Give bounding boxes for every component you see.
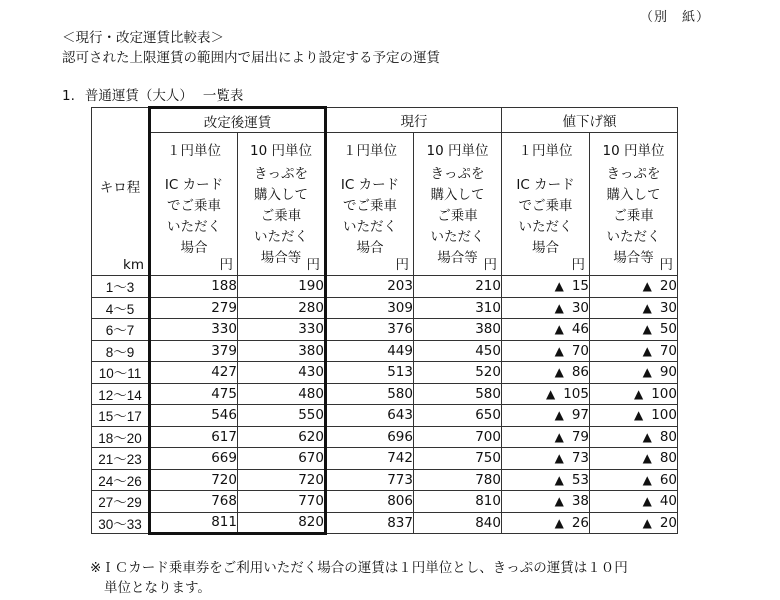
table-row bbox=[92, 469, 678, 491]
fare-cell-cur-ticket: 700 bbox=[414, 426, 502, 448]
decrease-triangle-icon: ▲ bbox=[554, 279, 564, 294]
decrease-value: 46 bbox=[571, 321, 589, 338]
fare-cell-new-ic: 330 bbox=[150, 319, 238, 341]
fare-cell-dec-ticket bbox=[590, 512, 678, 534]
group-header-current: 現行 bbox=[326, 108, 502, 133]
fare-cell-new-ticket: 190 bbox=[238, 276, 326, 298]
km-range-cell: 15～17 bbox=[92, 405, 150, 427]
section-number: 1. bbox=[62, 88, 75, 104]
fare-cell-cur-ticket: 840 bbox=[414, 512, 502, 534]
fare-cell-new-ic: 720 bbox=[150, 469, 238, 491]
km-unit: km bbox=[123, 257, 144, 273]
fare-cell-dec-ticket bbox=[590, 491, 678, 513]
yen-unit: 円 bbox=[219, 257, 233, 273]
decrease-value: 105 bbox=[563, 385, 589, 402]
footnote bbox=[90, 558, 710, 598]
footnote-line-1: ※ＩＣカード乗車券をご利用いただく場合の運賃は１円単位とし、きっぷの運賃は１０円 bbox=[90, 560, 628, 576]
fare-cell-cur-ticket: 810 bbox=[414, 491, 502, 513]
km-range-cell: 8～9 bbox=[92, 340, 150, 362]
fare-cell-cur-ticket: 450 bbox=[414, 340, 502, 362]
description-line: 購入して bbox=[606, 187, 661, 203]
fare-cell-new-ticket: 670 bbox=[238, 448, 326, 470]
decrease-triangle-icon: ▲ bbox=[642, 494, 652, 509]
table-row bbox=[92, 405, 678, 427]
decrease-triangle-icon: ▲ bbox=[642, 343, 652, 358]
fare-cell-new-ticket: 550 bbox=[238, 405, 326, 427]
table-row bbox=[92, 491, 678, 513]
fare-cell-dec-ticket bbox=[590, 340, 678, 362]
description-line: きっぷを bbox=[606, 166, 661, 182]
fare-cell-dec-ic bbox=[502, 340, 590, 362]
fare-cell-dec-ic bbox=[502, 448, 590, 470]
description-line: いただく bbox=[518, 219, 573, 235]
decrease-value: 30 bbox=[571, 299, 589, 316]
fare-cell-cur-ic: 513 bbox=[326, 362, 414, 384]
unit-header-current-ic bbox=[326, 133, 414, 276]
decrease-value: 15 bbox=[571, 278, 589, 295]
decrease-triangle-icon: ▲ bbox=[554, 494, 564, 509]
table-row bbox=[92, 383, 678, 405]
fare-cell-new-ticket: 770 bbox=[238, 491, 326, 513]
decrease-value: 70 bbox=[571, 342, 589, 359]
table-row bbox=[92, 448, 678, 470]
description-line: ご乗車 bbox=[260, 208, 302, 224]
yen-unit: 円 bbox=[483, 257, 497, 273]
fare-cell-dec-ticket bbox=[590, 362, 678, 384]
decrease-value: 100 bbox=[651, 385, 677, 402]
decrease-triangle-icon: ▲ bbox=[554, 322, 564, 337]
fare-cell-cur-ticket: 580 bbox=[414, 383, 502, 405]
description-line: いただく bbox=[343, 219, 397, 235]
fare-cell-dec-ticket bbox=[590, 469, 678, 491]
km-header-cell bbox=[92, 108, 150, 276]
decrease-value: 73 bbox=[571, 450, 589, 467]
fare-cell-cur-ic: 203 bbox=[326, 276, 414, 298]
unit-header-current-ticket bbox=[414, 133, 502, 276]
description-line: きっぷを bbox=[430, 166, 485, 182]
decrease-triangle-icon: ▲ bbox=[642, 279, 652, 294]
fare-cell-new-ic: 188 bbox=[150, 276, 238, 298]
fare-cell-cur-ic: 773 bbox=[326, 469, 414, 491]
decrease-triangle-icon: ▲ bbox=[642, 300, 652, 315]
decrease-triangle-icon: ▲ bbox=[642, 365, 652, 380]
group-header-decrease: 値下げ額 bbox=[502, 108, 678, 133]
decrease-triangle-icon: ▲ bbox=[642, 429, 652, 444]
unit-label: １円単位 bbox=[343, 143, 397, 159]
fare-cell-dec-ic bbox=[502, 512, 590, 534]
description-line: でご乗車 bbox=[518, 198, 573, 214]
km-header-label: キロ程 bbox=[99, 180, 141, 196]
description-line: 場合 bbox=[356, 240, 384, 256]
fare-cell-dec-ic bbox=[502, 319, 590, 341]
fare-cell-dec-ticket bbox=[590, 405, 678, 427]
ic-card-description bbox=[151, 175, 237, 259]
description-line: でご乗車 bbox=[167, 198, 221, 214]
decrease-value: 38 bbox=[571, 493, 589, 510]
description-line: いただく bbox=[254, 229, 308, 245]
ic-card-description bbox=[502, 175, 589, 259]
decrease-triangle-icon: ▲ bbox=[554, 472, 564, 487]
table-row bbox=[92, 362, 678, 384]
fare-cell-dec-ticket bbox=[590, 426, 678, 448]
fare-cell-dec-ic bbox=[502, 276, 590, 298]
fare-cell-dec-ic bbox=[502, 383, 590, 405]
decrease-triangle-icon: ▲ bbox=[642, 472, 652, 487]
decrease-value: 86 bbox=[571, 364, 589, 381]
decrease-triangle-icon: ▲ bbox=[554, 429, 564, 444]
fare-cell-cur-ticket: 210 bbox=[414, 276, 502, 298]
fare-cell-dec-ic bbox=[502, 426, 590, 448]
yen-unit: 円 bbox=[571, 257, 585, 273]
decrease-value: 90 bbox=[659, 364, 677, 381]
fare-cell-cur-ic: 837 bbox=[326, 512, 414, 534]
km-range-cell: 4～5 bbox=[92, 297, 150, 319]
km-range-cell: 27～29 bbox=[92, 491, 150, 513]
fare-cell-new-ic: 669 bbox=[150, 448, 238, 470]
description-line: いただく bbox=[606, 229, 661, 245]
fare-cell-dec-ic bbox=[502, 362, 590, 384]
decrease-triangle-icon: ▲ bbox=[554, 451, 564, 466]
km-range-cell: 18～20 bbox=[92, 426, 150, 448]
unit-label: 10 円単位 bbox=[602, 143, 665, 159]
unit-header-new-ticket bbox=[238, 133, 326, 276]
description-line: 場合 bbox=[532, 240, 559, 256]
decrease-value: 20 bbox=[659, 514, 677, 531]
km-range-cell: 6～7 bbox=[92, 319, 150, 341]
section-heading bbox=[62, 84, 253, 104]
description-line: 購入して bbox=[254, 187, 308, 203]
fare-cell-dec-ic bbox=[502, 469, 590, 491]
decrease-triangle-icon: ▲ bbox=[554, 515, 564, 530]
decrease-value: 26 bbox=[571, 514, 589, 531]
fare-cell-new-ticket: 480 bbox=[238, 383, 326, 405]
description-line: きっぷを bbox=[254, 166, 308, 182]
table-row bbox=[92, 297, 678, 319]
description-line: いただく bbox=[167, 219, 221, 235]
description-line: ご乗車 bbox=[613, 208, 654, 224]
fare-cell-dec-ic bbox=[502, 491, 590, 513]
description-line: IC カード bbox=[516, 177, 575, 193]
fare-cell-new-ic: 475 bbox=[150, 383, 238, 405]
description-line: 購入して bbox=[430, 187, 485, 203]
document-title: ＜現行・改定運賃比較表＞ bbox=[62, 30, 224, 46]
decrease-triangle-icon: ▲ bbox=[554, 408, 564, 423]
decrease-value: 80 bbox=[659, 450, 677, 467]
description-line: 場合 bbox=[180, 240, 208, 256]
decrease-value: 80 bbox=[659, 428, 677, 445]
fare-cell-cur-ic: 580 bbox=[326, 383, 414, 405]
fare-cell-cur-ic: 806 bbox=[326, 491, 414, 513]
table-row bbox=[92, 319, 678, 341]
fare-cell-new-ic: 811 bbox=[150, 512, 238, 534]
annex-label: （別 紙） bbox=[640, 10, 711, 25]
km-range-cell: 1～3 bbox=[92, 276, 150, 298]
fare-cell-dec-ic bbox=[502, 405, 590, 427]
decrease-triangle-icon: ▲ bbox=[545, 386, 556, 401]
decrease-value: 70 bbox=[659, 342, 677, 359]
fare-cell-cur-ticket: 520 bbox=[414, 362, 502, 384]
section-name: 普通運賃（大人） bbox=[84, 88, 193, 104]
description-line: IC カード bbox=[164, 177, 224, 193]
fare-comparison-table bbox=[91, 106, 678, 535]
description-line: ご乗車 bbox=[437, 208, 478, 224]
fare-cell-new-ticket: 720 bbox=[238, 469, 326, 491]
decrease-value: 97 bbox=[571, 407, 589, 424]
group-header-new-fare: 改定後運賃 bbox=[150, 108, 326, 133]
document-subtitle: 認可された上限運賃の範囲内で届出により設定する予定の運賃 bbox=[62, 50, 440, 66]
decrease-triangle-icon: ▲ bbox=[554, 365, 564, 380]
fare-cell-cur-ic: 643 bbox=[326, 405, 414, 427]
km-range-cell: 21～23 bbox=[92, 448, 150, 470]
fare-cell-new-ticket: 330 bbox=[238, 319, 326, 341]
yen-unit: 円 bbox=[306, 257, 320, 273]
yen-unit: 円 bbox=[395, 257, 409, 273]
footnote-line-2: 単位となります。 bbox=[104, 580, 211, 596]
fare-cell-new-ic: 427 bbox=[150, 362, 238, 384]
unit-label: １円単位 bbox=[518, 143, 573, 159]
unit-label: １円単位 bbox=[167, 143, 221, 159]
fare-cell-cur-ic: 449 bbox=[326, 340, 414, 362]
decrease-value: 40 bbox=[659, 493, 677, 510]
fare-cell-cur-ticket: 380 bbox=[414, 319, 502, 341]
decrease-triangle-icon: ▲ bbox=[642, 515, 652, 530]
decrease-triangle-icon: ▲ bbox=[554, 300, 564, 315]
fare-cell-cur-ic: 742 bbox=[326, 448, 414, 470]
table-row bbox=[92, 426, 678, 448]
decrease-triangle-icon: ▲ bbox=[633, 386, 644, 401]
description-line: 場合等 bbox=[260, 250, 302, 266]
fare-cell-dec-ticket bbox=[590, 276, 678, 298]
unit-label: 10 円単位 bbox=[250, 143, 312, 159]
fare-cell-cur-ticket: 310 bbox=[414, 297, 502, 319]
fare-cell-cur-ic: 376 bbox=[326, 319, 414, 341]
table-row bbox=[92, 276, 678, 298]
ic-card-description bbox=[327, 175, 413, 259]
table-row bbox=[92, 340, 678, 362]
decrease-value: 100 bbox=[651, 407, 677, 424]
decrease-value: 79 bbox=[571, 428, 589, 445]
fare-cell-new-ic: 768 bbox=[150, 491, 238, 513]
decrease-value: 53 bbox=[571, 471, 589, 488]
fare-cell-new-ticket: 380 bbox=[238, 340, 326, 362]
fare-cell-cur-ticket: 780 bbox=[414, 469, 502, 491]
decrease-triangle-icon: ▲ bbox=[633, 408, 644, 423]
description-line: 場合等 bbox=[613, 250, 654, 266]
fare-cell-new-ic: 617 bbox=[150, 426, 238, 448]
decrease-triangle-icon: ▲ bbox=[554, 343, 564, 358]
description-line: でご乗車 bbox=[343, 198, 397, 214]
fare-cell-cur-ic: 696 bbox=[326, 426, 414, 448]
decrease-value: 20 bbox=[659, 278, 677, 295]
fare-cell-new-ticket: 280 bbox=[238, 297, 326, 319]
fare-cell-new-ic: 279 bbox=[150, 297, 238, 319]
yen-unit: 円 bbox=[659, 257, 673, 273]
fare-cell-new-ticket: 430 bbox=[238, 362, 326, 384]
fare-cell-new-ticket: 620 bbox=[238, 426, 326, 448]
decrease-value: 30 bbox=[659, 299, 677, 316]
description-line: いただく bbox=[430, 229, 485, 245]
section-suffix: 一覧表 bbox=[202, 88, 244, 104]
description-line: 場合等 bbox=[437, 250, 478, 266]
fare-cell-new-ic: 546 bbox=[150, 405, 238, 427]
fare-cell-cur-ticket: 650 bbox=[414, 405, 502, 427]
fare-cell-dec-ic bbox=[502, 297, 590, 319]
km-range-cell: 30～33 bbox=[92, 512, 150, 534]
decrease-triangle-icon: ▲ bbox=[642, 451, 652, 466]
unit-header-decrease-ic bbox=[502, 133, 590, 276]
km-range-cell: 24～26 bbox=[92, 469, 150, 491]
decrease-triangle-icon: ▲ bbox=[642, 322, 652, 337]
unit-label: 10 円単位 bbox=[426, 143, 489, 159]
km-range-cell: 12～14 bbox=[92, 383, 150, 405]
decrease-value: 50 bbox=[659, 321, 677, 338]
unit-header-decrease-ticket bbox=[590, 133, 678, 276]
fare-cell-dec-ticket bbox=[590, 383, 678, 405]
km-range-cell: 10～11 bbox=[92, 362, 150, 384]
fare-cell-dec-ticket bbox=[590, 448, 678, 470]
description-line: IC カード bbox=[340, 177, 400, 193]
fare-cell-cur-ticket: 750 bbox=[414, 448, 502, 470]
fare-cell-new-ticket: 820 bbox=[238, 512, 326, 534]
fare-cell-dec-ticket bbox=[590, 319, 678, 341]
decrease-value: 60 bbox=[659, 471, 677, 488]
table-row bbox=[92, 512, 678, 534]
fare-cell-dec-ticket bbox=[590, 297, 678, 319]
unit-header-new-ic bbox=[150, 133, 238, 276]
fare-cell-new-ic: 379 bbox=[150, 340, 238, 362]
fare-cell-cur-ic: 309 bbox=[326, 297, 414, 319]
